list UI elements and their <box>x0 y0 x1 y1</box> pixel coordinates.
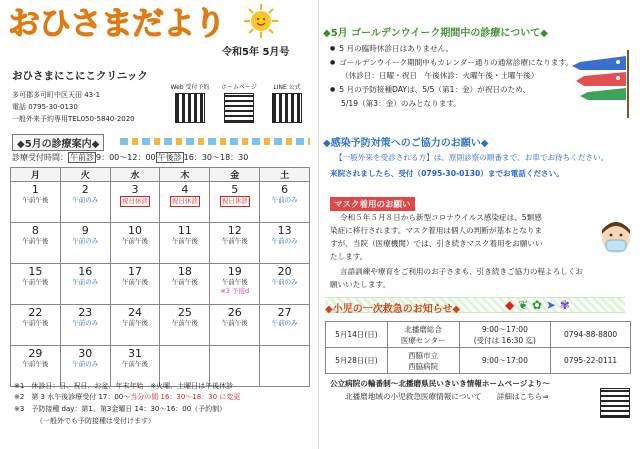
koinobori-small-icon: ➤ <box>545 298 556 312</box>
qr-code-homepage[interactable] <box>224 93 254 123</box>
day-status: 午前午後 <box>22 278 49 286</box>
day-status: 祝日休診 <box>122 197 149 205</box>
emergency-heading: ◆小児の一次救急のお知らせ◆ <box>325 304 461 315</box>
qr-label-line: LINE 公式 <box>273 84 301 91</box>
masked-child-icon <box>598 218 634 258</box>
calendar-heading: ◆5月の診療案内◆ <box>12 134 104 151</box>
calendar-day <box>210 223 260 264</box>
emergency-date-line: 5月14日(日) <box>335 330 378 339</box>
clinic-name: おひさまにこにこクリニック <box>12 70 148 82</box>
emergency-time <box>459 322 551 348</box>
gw-item-5: 5/19（第3：金）のみとなります。 <box>341 99 461 108</box>
day-number: 24 <box>128 306 143 319</box>
emergency-place-line: 西脇病院 <box>408 361 439 371</box>
day-status: 午前午後 <box>171 237 198 245</box>
iris-icon: ✾ <box>559 298 570 312</box>
qr-label-homepage: ホームページ <box>221 84 257 91</box>
day-status: 午前午後 <box>22 196 49 204</box>
day-number: 20 <box>277 265 292 278</box>
mask-line-2: 染症に移行されます。マスク着用は個人の判断が基本となりま <box>330 226 543 235</box>
emergency-date-line: 5月28日(日) <box>335 356 378 365</box>
day-status: 午前午後 <box>22 319 49 327</box>
emergency-time-line: (受付は 16:30 迄) <box>473 335 536 345</box>
day-number: 15 <box>28 265 43 278</box>
note-2-change: 当分の間 16：30～18：30 に変更 <box>130 393 241 401</box>
day-status: 午前のみ <box>72 196 99 204</box>
emergency-place <box>387 348 459 374</box>
qr-code-web[interactable] <box>175 93 205 123</box>
emergency-place-line: 西脇市立 <box>408 350 439 360</box>
emergency-tel-line: 0795-22-0111 <box>564 356 618 365</box>
pm-time: 16：30～18：30 <box>183 153 249 162</box>
weekday-header: 土 <box>260 168 310 182</box>
note-4: （一般外でも予防接種は受付けます） <box>36 417 155 425</box>
emergency-time-line: 9:00～17:00 <box>481 356 528 365</box>
emergency-date <box>326 322 388 348</box>
calendar-day <box>110 305 160 346</box>
note-2: ※2 第 3 水午後診療受付 17：00～当分の間 16：30～18：30 に変更 <box>14 393 241 401</box>
day-extra-note: ※3 予接d <box>220 287 250 295</box>
pm-label: 午後診 <box>157 153 182 162</box>
calendar-day <box>160 182 210 223</box>
calendar-day <box>11 305 61 346</box>
day-number: 9 <box>81 224 89 237</box>
day-status: 午前午後 <box>122 319 149 327</box>
calendar-day <box>110 182 160 223</box>
day-number: 17 <box>128 265 143 278</box>
day-number: 29 <box>28 347 43 360</box>
day-status: 午前のみ <box>72 319 99 327</box>
day-number: 5 <box>231 183 239 196</box>
day-number: 11 <box>177 224 192 237</box>
emergency-tel-line: 0794-88-8800 <box>564 330 618 339</box>
newsletter-title: おひさまだより <box>8 4 226 42</box>
qr-code-emergency[interactable] <box>600 388 630 418</box>
day-number: 13 <box>277 224 292 237</box>
day-number: 4 <box>181 183 189 196</box>
day-number: 25 <box>177 306 192 319</box>
mask-title: マスク着用のお願い <box>330 197 415 211</box>
calendar-day <box>260 264 310 305</box>
day-status: 午前午後 <box>221 237 248 245</box>
note-1: ※1 休診日：日、祝日、お盆、年末年始 ※火曜、土曜日は午後休診 <box>14 382 234 390</box>
clinic-phone: 電話 0795-30-0130 <box>12 103 78 111</box>
infection-heading: ◆感染予防対策へのご協力のお願い◆ <box>323 138 489 149</box>
calendar-day <box>210 264 260 305</box>
day-status: 午前午後 <box>171 278 198 286</box>
mask-line-6: 願いいたします。 <box>330 280 391 289</box>
calendar-day <box>210 182 260 223</box>
calendar-table <box>10 167 310 387</box>
infection-line-1: 【一般外来を受診される方】は、原則診察の順番まで、お車でお待ちください。 <box>335 153 609 162</box>
emergency-tel <box>551 322 631 348</box>
day-status: 午前のみ <box>271 319 298 327</box>
gw-heading: ◆5月 ゴールデンウイーク期間中の診療について◆ <box>323 28 548 39</box>
calendar-day <box>160 223 210 264</box>
gw-item-4: ● 5 月の予防接種DAYは、5/5（第1：金）が祝日のため、 <box>330 84 530 95</box>
day-number: 22 <box>28 306 43 319</box>
note-3: ※3 予防接種 day：第1、第3金曜日 14：30～16：00（予約制） <box>14 405 227 413</box>
gw-item-2: ● ゴールデンウイーク期間中もカレンダー通りの通常診療になります。 <box>330 57 573 68</box>
calendar-day <box>60 223 110 264</box>
hours-line <box>12 152 248 163</box>
day-status: 午前午後 <box>122 278 149 286</box>
day-number: 1 <box>31 183 39 196</box>
calendar-day <box>260 223 310 264</box>
strawberry-icon: ◆ <box>505 298 515 312</box>
emergency-place-line: 医療センター <box>400 335 446 345</box>
weekday-header: 火 <box>60 168 110 182</box>
calendar-week <box>11 305 310 346</box>
qr-label-web: Web 受付予約 <box>170 84 210 91</box>
day-number: 12 <box>227 224 242 237</box>
column-divider <box>318 0 319 449</box>
infection-line-2: 来院されましたら、受付（0795-30-0130）までお電話ください。 <box>330 169 564 178</box>
day-number: 19 <box>227 265 242 278</box>
flower-icon: ✿ <box>531 298 543 312</box>
day-number: 6 <box>281 183 289 196</box>
day-status: 午前午後 <box>22 360 49 368</box>
mask-line-1: 令和５年５月８日から新型コロナウイルス感染症は、5類感 <box>340 213 542 222</box>
day-status: 午前のみ <box>72 237 99 245</box>
leaf-icon: ❦ <box>518 298 529 312</box>
am-label: 午前診 <box>70 153 94 162</box>
clinic-address: 多可郡多可町中区天田 43-1 <box>12 91 101 99</box>
decorative-icons <box>505 298 570 312</box>
calendar-week <box>11 264 310 305</box>
day-number: 18 <box>177 265 192 278</box>
issue-label: 令和5年 5月号 <box>222 47 290 58</box>
calendar-day <box>60 182 110 223</box>
emergency-place-line: 北播磨総合 <box>404 324 442 334</box>
emergency-row <box>326 322 631 348</box>
day-number: 27 <box>277 306 292 319</box>
am-time: 9：00～12：00 <box>96 153 156 162</box>
day-number: 2 <box>81 183 89 196</box>
gw-item-3: （休診日：日曜・祝日 午後休診：火曜午後・土曜午後） <box>341 71 539 80</box>
calendar-day <box>260 305 310 346</box>
weekday-header: 金 <box>210 168 260 182</box>
emergency-footer-title: 公立病院の輪番制～北播磨県民いきいき情報ホームページより～ <box>330 379 551 388</box>
decorative-border <box>120 138 310 145</box>
day-status: 午前のみ <box>72 360 99 368</box>
calendar-day <box>11 264 61 305</box>
mask-line-3: すが、当院（医療機関）では、引き続きマスク着用をお願いい <box>330 239 543 248</box>
calendar-day <box>210 305 260 346</box>
day-status: 午前午後 <box>122 360 149 368</box>
day-status: 祝日休診 <box>221 197 248 205</box>
day-status: 午前のみ <box>271 278 298 286</box>
day-status: 午前午後 <box>22 237 49 245</box>
calendar-day <box>260 182 310 223</box>
calendar-day <box>110 264 160 305</box>
emergency-footer-text: 北播磨地域の小児救急医療情報について 詳細はこちら⇒ <box>345 392 549 401</box>
day-status: 午前のみ <box>271 196 298 204</box>
day-number: 23 <box>78 306 93 319</box>
calendar-day <box>110 223 160 264</box>
day-number: 26 <box>227 306 242 319</box>
day-status: 午前午後 <box>221 319 248 327</box>
day-number: 16 <box>78 265 93 278</box>
calendar-day <box>60 305 110 346</box>
mask-line-4: たします。 <box>330 252 368 261</box>
day-status: 午前午後 <box>221 278 248 286</box>
mask-line-5: 言語訓練や療育をご利用のお子さまも、引き続きご協力の程よろしくお <box>340 267 583 276</box>
gw-item-1: ● 5 月の臨時休診日はありません。 <box>330 43 453 54</box>
calendar-day <box>60 264 110 305</box>
calendar-day <box>160 264 210 305</box>
clinic-general-phone: 一般外来予約専用TEL050-5840-2020 <box>12 115 135 123</box>
day-status: 午前午後 <box>171 319 198 327</box>
emergency-table <box>325 321 631 374</box>
weekday-header: 水 <box>110 168 160 182</box>
day-number: 30 <box>78 347 93 360</box>
emergency-date <box>326 348 388 374</box>
hours-label: 診療受付時間： <box>12 153 68 162</box>
koinobori-icon <box>570 48 632 118</box>
day-number: 3 <box>131 183 139 196</box>
day-status: 祝日休診 <box>171 197 198 205</box>
day-status: 午前のみ <box>72 278 99 286</box>
emergency-time <box>459 348 551 374</box>
qr-code-line[interactable] <box>272 93 302 123</box>
emergency-row <box>326 348 631 374</box>
day-status: 午前午後 <box>122 237 149 245</box>
sun-icon <box>243 3 279 39</box>
emergency-tel <box>551 348 631 374</box>
calendar-day <box>260 346 310 387</box>
emergency-place <box>387 322 459 348</box>
calendar-day <box>11 182 61 223</box>
day-number: 31 <box>128 347 143 360</box>
weekday-header: 月 <box>11 168 61 182</box>
emergency-time-line: 9:00～17:00 <box>481 324 528 334</box>
calendar-day <box>160 305 210 346</box>
calendar-week <box>11 182 310 223</box>
day-number: 10 <box>128 224 143 237</box>
weekday-header: 木 <box>160 168 210 182</box>
calendar-day <box>11 223 61 264</box>
day-number: 8 <box>31 224 39 237</box>
day-status: 午前のみ <box>271 237 298 245</box>
calendar-week <box>11 223 310 264</box>
